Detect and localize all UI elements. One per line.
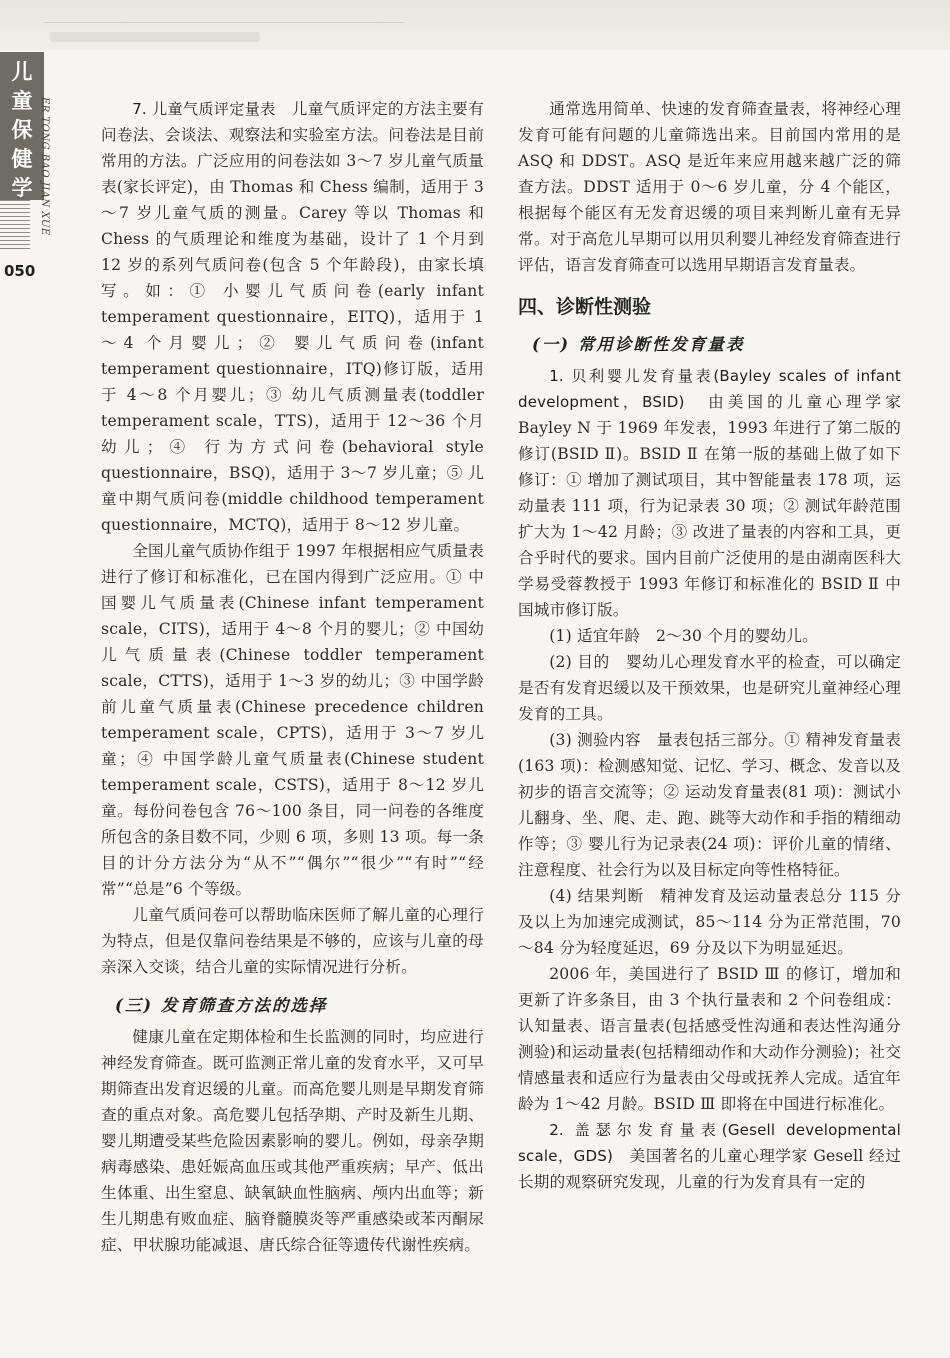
- paragraph-bsid3: 2006 年，美国进行了 BSID Ⅲ 的修订，增加和更新了许多条目，由 3 个执行量表和 2 个问卷组成：认知量表、语言量表(包括感受性沟通和表达性沟通分测验)和运动量表(包括精细动作和大动作分测验)；社交情感量表和适应行为量表由父母或抚养人完成。适宜年龄为 1～42 月龄。BSID Ⅲ 即将在中国进行标准化。: [518, 965, 901, 1113]
- paragraph-results: (4) 结果判断 精神发育及运动量表总分 115 分及以上为加速完成测试，85～114 分为正常范围，70～84 分为轻度延迟，69 分及以下为明显延迟。: [518, 887, 901, 957]
- page-header-band: [0, 0, 950, 50]
- header-rule: [44, 22, 404, 23]
- paragraph-age: (1) 适宜年龄 2～30 个月的婴幼儿。: [549, 627, 818, 645]
- paragraph-temperament-scales: [101, 96, 484, 538]
- section-heading: 四、诊断性测验: [518, 296, 652, 318]
- paragraph-text: 儿童气质评定的方法主要有问卷法、会谈法、观察法和实验室方法。问卷法是目前常用的方法。广泛应用的问卷法如 3～7 岁儿童气质量表(家长评定)，由 Thomas 和 Chess 编制，适用于 3～7 岁儿童气质的测量。Carey 等以 Thomas 和 Chess 的气质理论和维度为基础，设计了 1 个月到 12 岁的系列气质问卷(包含 5 个年龄段)，由家长填写。如：① 小婴儿气质问卷(early infant temperament questionnaire，EITQ)，适用于 1～4 个月婴儿；② 婴儿气质问卷(infant temperament questionnaire，ITQ)修订版，适用于 4～8 个月婴儿；③ 幼儿气质测量表(toddler temperament scale，TTS)，适用于 12～36 个月幼儿；④ 行为方式问卷(behavioral style questionnaire，BSQ)，适用于 3～7 岁儿童；⑤ 儿童中期气质问卷(middle childhood temperament questionnaire，MCTQ)，适用于 8～12 岁儿童。: [101, 100, 484, 534]
- paragraph-gesell: [518, 1117, 901, 1195]
- paragraph-bayley: [518, 363, 901, 623]
- right-column: [518, 96, 901, 1195]
- paragraph-screening-intro: 健康儿童在定期体检和生长监测的同时，均应进行神经发育筛查。既可监测正常儿童的发育水平，又可早期筛查出发育迟缓的儿童。而高危婴儿则是早期发育筛查的重点对象。高危婴儿包括孕期、产时及新生儿期、婴儿期遭受某些危险因素影响的婴儿。例如，母亲孕期病毒感染、患妊娠高血压或其他严重疾病；早产、低出生体重、出生窒息、缺氧缺血性脑病、颅内出血等；新生儿期患有败血症、脑脊髓膜炎等严重感染或苯丙酮尿症、甲状腺功能减退、唐氏综合征等遗传代谢性疾病。: [101, 1028, 484, 1254]
- journal-title-char: 儿: [11, 60, 33, 84]
- sidebar-stripes: [0, 200, 30, 250]
- left-column: [101, 96, 484, 1258]
- paragraph-chinese-scales: 全国儿童气质协作组于 1997 年根据相应气质量表进行了修订和标准化，已在国内得到广泛应用。① 中国婴儿气质量表(Chinese infant temperament scale，CITS)，适用于 4～8 个月的婴儿；② 中国幼儿气质量表(Chinese toddler temperament scale，CTTS)，适用于 1～3 岁的幼儿；③ 中国学龄前儿童气质量表(Chinese precedence children temperament scale，CPTS)，适用于 3～7 岁儿童；④ 中国学龄儿童气质量表(Chinese student temperament scale，CSTS)，适用于 8～12 岁儿童。每份问卷包含 76～100 条目，同一问卷的各维度所包含的条目数不同，少则 6 项，多则 13 项。每一条目的计分方法分为“从不”“偶尔”“很少”“有时”“经常”“总是”6 个等级。: [101, 542, 484, 898]
- subsection-heading: (一) 常用诊断性发育量表: [532, 335, 745, 354]
- paragraph-lead: 1. 贝利婴儿发育量表(Bayley scales of infant development，BSID): [518, 367, 901, 411]
- journal-title-char: 健: [11, 147, 33, 171]
- journal-title-char: 童: [11, 89, 33, 113]
- paragraph-text: 美国著名的儿童心理学家 Gesell 经过长期的观察研究发现，儿童的行为发育具有一定的: [518, 1147, 901, 1191]
- paragraph-lead: 2. 盖瑟尔发育量表(Gesell developmental scale，GDS): [518, 1121, 901, 1165]
- paragraph-text: 由美国的儿童心理学家 Bayley N 于 1969 年发表，1993 年进行了第二版的修订(BSID Ⅱ)。BSID Ⅱ 在第一版的基础上做了如下修订：① 增加了测试项目，其中智能量表 178 项，运动量表 111 项，行为记录表 30 项；② 测试年龄范围扩大为 1～42 月龄；③ 改进了量表的内容和工具，更合乎时代的要求。国内目前广泛使用的是由湖南医科大学易受蓉教授于 1993 年修订和标准化的 BSID Ⅱ 中国城市修订版。: [518, 393, 901, 619]
- subsection-heading: (三) 发育筛查方法的选择: [115, 996, 328, 1015]
- paragraph-questionnaire-note: 儿童气质问卷可以帮助临床医师了解儿童的心理行为特点，但是仅靠问卷结果是不够的，应该与儿童的母亲深入交谈，结合儿童的实际情况进行分析。: [101, 906, 484, 976]
- paragraph-lead: 7. 儿童气质评定量表: [132, 100, 276, 118]
- journal-title-char: 保: [11, 118, 33, 142]
- paragraph-screening-tools: 通常选用简单、快速的发育筛查量表，将神经心理发育可能有问题的儿童筛选出来。目前国内常用的是 ASQ 和 DDST。ASQ 是近年来应用越来越广泛的筛查方法。DDST 适用于 0～6 岁儿童，分 4 个能区，根据每个能区有无发育迟缓的项目来判断儿童有无异常。对于高危儿早期可以用贝利婴儿神经发育筛查进行评估，语言发育筛查可以选用早期语言发育量表。: [518, 100, 901, 274]
- page-number: 050: [4, 262, 36, 280]
- header-faded-text: [50, 32, 260, 42]
- journal-pinyin: ER TONG BAO JIAN XUE: [39, 97, 50, 236]
- paragraph-purpose: (2) 目的 婴幼儿心理发育水平的检查，可以确定是否有发育迟缓以及干预效果，也是研究儿童神经心理发育的工具。: [518, 653, 901, 723]
- paragraph-content: (3) 测验内容 量表包括三部分。① 精神发育量表(163 项)：检测感知觉、记忆、学习、概念、发音以及初步的语言交流等；② 运动发育量表(81 项)：测试小儿翻身、坐、爬、走、跑、跳等大动作和手指的精细动作等；③ 婴儿行为记录表(24 项)：评价儿童的情绪、注意程度、社会行为以及目标定向等性格特征。: [518, 731, 901, 879]
- journal-title-char: 学: [11, 176, 33, 200]
